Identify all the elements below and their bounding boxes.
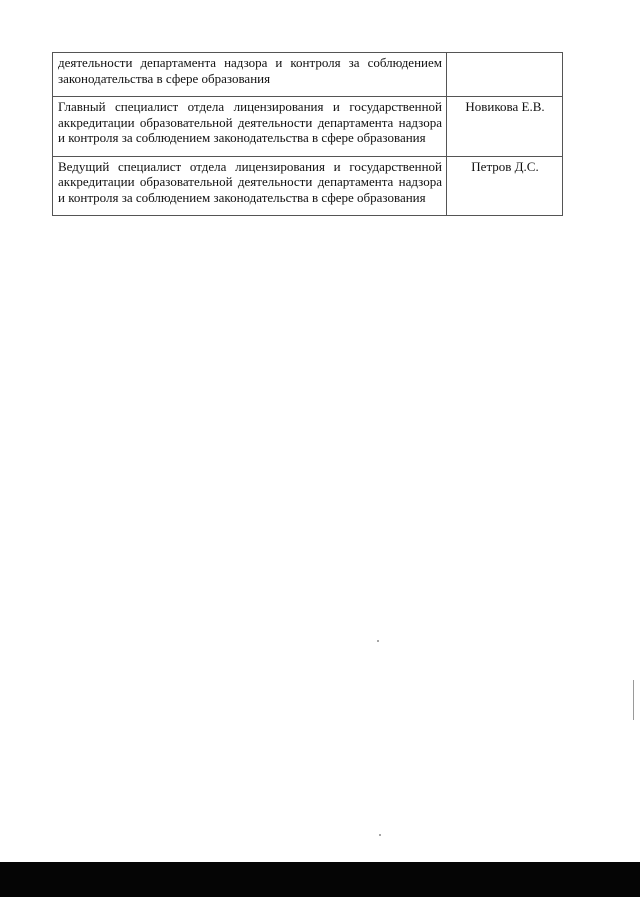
scan-bottom-border	[0, 862, 640, 897]
name-cell: Новикова Е.В.	[447, 97, 563, 157]
staff-table	[52, 52, 563, 216]
scan-edge-mark	[633, 680, 634, 720]
table-row	[53, 156, 563, 216]
table-row	[53, 53, 563, 97]
position-cell: Главный специалист отдела лицензирования и государственной аккредитации образовательной деятельности департамента надзора и контроля за соблюдением законодательства в сфере образования	[53, 97, 447, 157]
table-row	[53, 97, 563, 157]
name-cell: Петров Д.С.	[447, 156, 563, 216]
name-cell	[447, 53, 563, 97]
position-cell: Ведущий специалист отдела лицензирования и государственной аккредитации образовательной деятельности департамента надзора и контроля за соблюдением законодательства в сфере образования	[53, 156, 447, 216]
position-cell: деятельности департамента надзора и контроля за соблюдением законодательства в сфере образования	[53, 53, 447, 97]
scan-speck	[379, 834, 381, 836]
scan-speck	[377, 640, 379, 642]
